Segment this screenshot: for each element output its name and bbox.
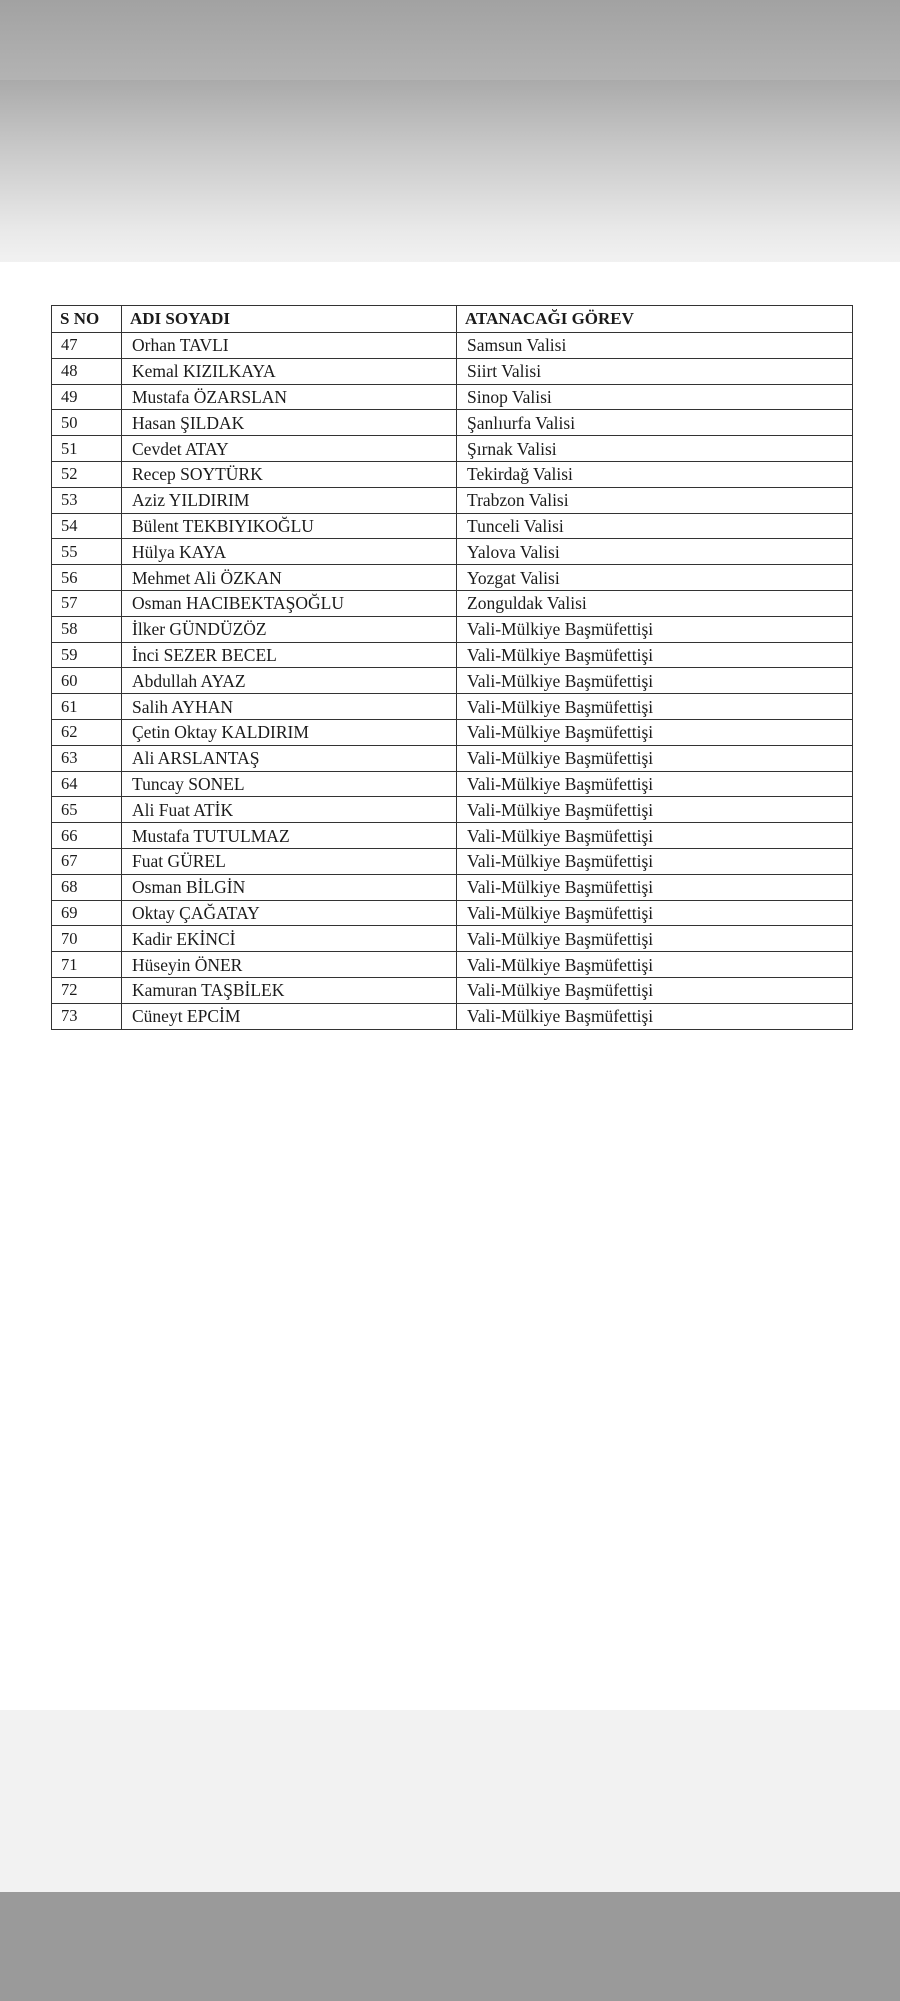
row-number: 62 bbox=[52, 719, 122, 745]
row-name: Çetin Oktay KALDIRIM bbox=[122, 719, 457, 745]
row-duty: Vali-Mülkiye Başmüfettişi bbox=[457, 745, 853, 771]
row-name: Hasan ŞILDAK bbox=[122, 410, 457, 436]
row-name: Kadir EKİNCİ bbox=[122, 926, 457, 952]
row-number: 66 bbox=[52, 823, 122, 849]
header-no: S NO bbox=[52, 306, 122, 333]
table-row bbox=[52, 900, 853, 926]
row-number: 55 bbox=[52, 539, 122, 565]
table-row bbox=[52, 874, 853, 900]
table-row bbox=[52, 616, 853, 642]
row-number: 68 bbox=[52, 874, 122, 900]
row-name: Kemal KIZILKAYA bbox=[122, 358, 457, 384]
row-duty: Vali-Mülkiye Başmüfettişi bbox=[457, 616, 853, 642]
table-row bbox=[52, 1003, 853, 1029]
row-duty: Yozgat Valisi bbox=[457, 565, 853, 591]
row-number: 51 bbox=[52, 436, 122, 462]
row-name: Cüneyt EPCİM bbox=[122, 1003, 457, 1029]
row-number: 58 bbox=[52, 616, 122, 642]
row-name: Ali Fuat ATİK bbox=[122, 797, 457, 823]
row-number: 60 bbox=[52, 668, 122, 694]
row-name: Hüseyin ÖNER bbox=[122, 952, 457, 978]
row-duty: Şanlıurfa Valisi bbox=[457, 410, 853, 436]
row-duty: Vali-Mülkiye Başmüfettişi bbox=[457, 668, 853, 694]
row-number: 65 bbox=[52, 797, 122, 823]
table-row bbox=[52, 410, 853, 436]
row-number: 72 bbox=[52, 977, 122, 1003]
row-number: 47 bbox=[52, 333, 122, 359]
table-row bbox=[52, 384, 853, 410]
row-number: 64 bbox=[52, 771, 122, 797]
appointment-table bbox=[51, 305, 853, 1030]
header-duty: ATANACAĞI GÖREV bbox=[457, 306, 853, 333]
viewer-bottom-bar[interactable] bbox=[0, 1892, 900, 2001]
row-name: Hülya KAYA bbox=[122, 539, 457, 565]
row-name: Tuncay SONEL bbox=[122, 771, 457, 797]
row-duty: Vali-Mülkiye Başmüfettişi bbox=[457, 719, 853, 745]
row-duty: Tunceli Valisi bbox=[457, 513, 853, 539]
table-row bbox=[52, 668, 853, 694]
row-duty: Vali-Mülkiye Başmüfettişi bbox=[457, 1003, 853, 1029]
table-row bbox=[52, 436, 853, 462]
table-row bbox=[52, 745, 853, 771]
row-number: 53 bbox=[52, 487, 122, 513]
table-row bbox=[52, 977, 853, 1003]
row-duty: Vali-Mülkiye Başmüfettişi bbox=[457, 874, 853, 900]
row-name: Fuat GÜREL bbox=[122, 848, 457, 874]
row-duty: Zonguldak Valisi bbox=[457, 590, 853, 616]
row-duty: Vali-Mülkiye Başmüfettişi bbox=[457, 823, 853, 849]
table-row bbox=[52, 487, 853, 513]
table-row bbox=[52, 539, 853, 565]
row-number: 71 bbox=[52, 952, 122, 978]
row-name: Recep SOYTÜRK bbox=[122, 461, 457, 487]
row-name: Mustafa TUTULMAZ bbox=[122, 823, 457, 849]
viewer-top-bar[interactable] bbox=[0, 0, 900, 80]
row-name: İnci SEZER BECEL bbox=[122, 642, 457, 668]
row-duty: Sinop Valisi bbox=[457, 384, 853, 410]
row-name: Abdullah AYAZ bbox=[122, 668, 457, 694]
row-name: Salih AYHAN bbox=[122, 694, 457, 720]
row-duty: Vali-Mülkiye Başmüfettişi bbox=[457, 926, 853, 952]
table-row bbox=[52, 952, 853, 978]
row-duty: Vali-Mülkiye Başmüfettişi bbox=[457, 642, 853, 668]
table-row bbox=[52, 771, 853, 797]
table-body bbox=[52, 333, 853, 1030]
row-number: 63 bbox=[52, 745, 122, 771]
row-duty: Vali-Mülkiye Başmüfettişi bbox=[457, 848, 853, 874]
row-number: 54 bbox=[52, 513, 122, 539]
row-number: 56 bbox=[52, 565, 122, 591]
row-duty: Vali-Mülkiye Başmüfettişi bbox=[457, 797, 853, 823]
row-name: Cevdet ATAY bbox=[122, 436, 457, 462]
row-name: Osman BİLGİN bbox=[122, 874, 457, 900]
row-name: Aziz YILDIRIM bbox=[122, 487, 457, 513]
row-number: 70 bbox=[52, 926, 122, 952]
row-number: 57 bbox=[52, 590, 122, 616]
table-row bbox=[52, 642, 853, 668]
table-row bbox=[52, 848, 853, 874]
table-row bbox=[52, 513, 853, 539]
row-duty: Yalova Valisi bbox=[457, 539, 853, 565]
row-duty: Samsun Valisi bbox=[457, 333, 853, 359]
row-duty: Vali-Mülkiye Başmüfettişi bbox=[457, 900, 853, 926]
table-row bbox=[52, 461, 853, 487]
row-duty: Vali-Mülkiye Başmüfettişi bbox=[457, 952, 853, 978]
table-row bbox=[52, 590, 853, 616]
row-duty: Vali-Mülkiye Başmüfettişi bbox=[457, 771, 853, 797]
row-name: Mehmet Ali ÖZKAN bbox=[122, 565, 457, 591]
table-row bbox=[52, 797, 853, 823]
row-number: 67 bbox=[52, 848, 122, 874]
row-name: Osman HACIBEKTAŞOĞLU bbox=[122, 590, 457, 616]
row-name: Ali ARSLANTAŞ bbox=[122, 745, 457, 771]
row-duty: Siirt Valisi bbox=[457, 358, 853, 384]
viewer-bottom-area bbox=[0, 1710, 900, 1892]
row-number: 50 bbox=[52, 410, 122, 436]
table-row bbox=[52, 333, 853, 359]
table-row bbox=[52, 565, 853, 591]
table-header-row bbox=[52, 306, 853, 333]
row-duty: Trabzon Valisi bbox=[457, 487, 853, 513]
table-row bbox=[52, 823, 853, 849]
row-name: Kamuran TAŞBİLEK bbox=[122, 977, 457, 1003]
table-row bbox=[52, 358, 853, 384]
table-row bbox=[52, 719, 853, 745]
table-row bbox=[52, 926, 853, 952]
header-name: ADI SOYADI bbox=[122, 306, 457, 333]
row-duty: Vali-Mülkiye Başmüfettişi bbox=[457, 694, 853, 720]
row-name: İlker GÜNDÜZÖZ bbox=[122, 616, 457, 642]
row-duty: Vali-Mülkiye Başmüfettişi bbox=[457, 977, 853, 1003]
row-number: 59 bbox=[52, 642, 122, 668]
row-name: Mustafa ÖZARSLAN bbox=[122, 384, 457, 410]
row-duty: Tekirdağ Valisi bbox=[457, 461, 853, 487]
row-number: 61 bbox=[52, 694, 122, 720]
row-number: 73 bbox=[52, 1003, 122, 1029]
row-number: 48 bbox=[52, 358, 122, 384]
row-duty: Şırnak Valisi bbox=[457, 436, 853, 462]
row-name: Bülent TEKBIYIKOĞLU bbox=[122, 513, 457, 539]
row-name: Oktay ÇAĞATAY bbox=[122, 900, 457, 926]
table-row bbox=[52, 694, 853, 720]
row-number: 69 bbox=[52, 900, 122, 926]
row-number: 52 bbox=[52, 461, 122, 487]
row-name: Orhan TAVLI bbox=[122, 333, 457, 359]
row-number: 49 bbox=[52, 384, 122, 410]
